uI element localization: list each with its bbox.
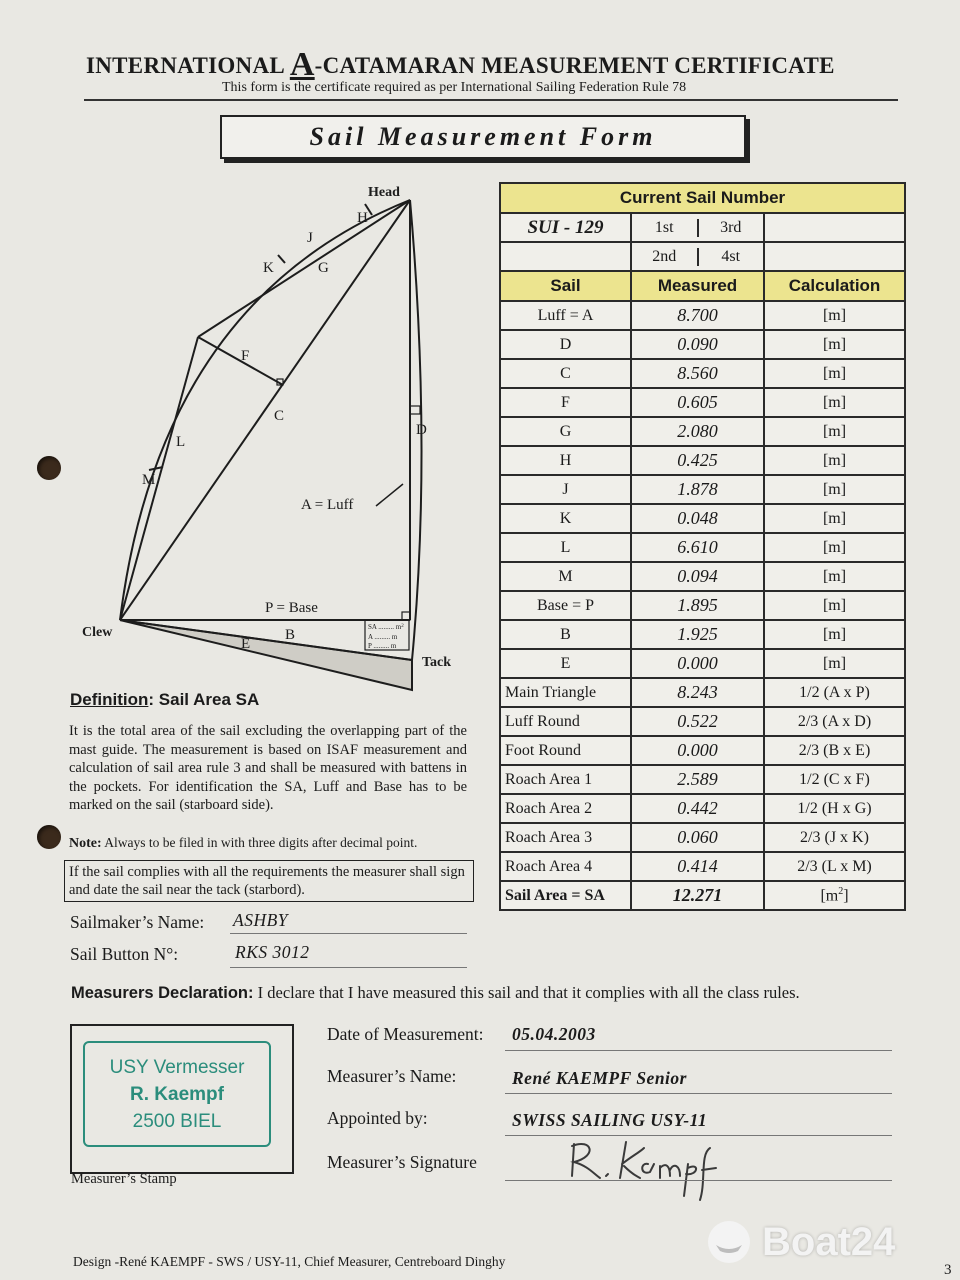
appointed-label: Appointed by: [327,1108,428,1128]
patch-line-sa: SA ......... $m^2$ [368,623,404,631]
row-calculation: [m] [764,620,905,649]
row-measured-value: 2.589 [631,765,764,794]
row-calculation: 2/3 (J x K) [764,823,905,852]
row-sail-label: Roach Area 1 [500,765,631,794]
label-c: C [274,408,285,424]
row-measured-value: 0.000 [631,736,764,765]
row-calculation: [m] [764,446,905,475]
certificate-title: INTERNATIONAL A-CATAMARAN MEASUREMENT CERTIFICATE [86,46,835,83]
row-calculation: [m] [764,330,905,359]
row-measured-value: 0.425 [631,446,764,475]
boat24-logo-icon [706,1219,752,1265]
label-head: Head [368,185,400,200]
row-measured-value: 1.925 [631,620,764,649]
patch-line-p: P ......... m [368,642,397,650]
sign-instruction-box: If the sail complies with all the requirements the measurer shall sign and date the sail near the tack (starbord). [64,860,474,902]
table-row [500,330,905,359]
table-row [500,823,905,852]
table-row [500,504,905,533]
page-number: 3 [944,1262,952,1278]
measurers-declaration: Measurers Declaration: I declare that I have measured this sail and that it complies with all the class rules. [71,983,800,1002]
ord-4st: 4st [697,248,764,266]
row-calculation: 1/2 (H x G) [764,794,905,823]
sail-diagram [78,180,478,700]
col-header-sail: Sail [500,271,631,301]
note: Note: Always to be filed in with three digits after decimal point. [69,835,418,851]
row-calculation: [m] [764,417,905,446]
row-measured-value: 1.895 [631,591,764,620]
table-row [500,475,905,504]
ord-1st: 1st [654,218,674,236]
total-sail-area-label: Sail Area = SA [500,881,631,910]
form-title-box [220,115,746,159]
label-g: G [318,260,329,276]
row-sail-label: C [500,359,631,388]
row-sail-label: J [500,475,631,504]
row-sail-label: K [500,504,631,533]
row-measured-value: 0.060 [631,823,764,852]
sail-button-value: RKS 3012 [235,942,310,962]
label-j: J [307,230,313,246]
row-sail-label: Roach Area 4 [500,852,631,881]
current-sail-number-header: Current Sail Number [500,183,905,213]
col-header-calculation: Calculation [764,271,905,301]
label-f: F [241,348,250,364]
row-sail-label: D [500,330,631,359]
row-sail-label: E [500,649,631,678]
sailmaker-name-label: Sailmaker’s Name: [70,912,205,932]
measurer-name-label: Measurer’s Name: [327,1066,457,1086]
patch-line-a: A ......... m [368,633,398,641]
table-row [500,301,905,330]
row-sail-label: Roach Area 2 [500,794,631,823]
row-calculation: [m] [764,649,905,678]
label-base: P = Base [265,600,318,616]
row-calculation: [m] [764,591,905,620]
row-calculation: [m] [764,504,905,533]
boat24-watermark: Boat24 [706,1219,895,1265]
row-sail-label: Roach Area 3 [500,823,631,852]
row-calculation: [m] [764,359,905,388]
label-m: M [142,472,156,488]
label-k: K [263,260,274,276]
measurement-table [499,182,906,911]
row-sail-label: Foot Round [500,736,631,765]
row-measured-value: 0.414 [631,852,764,881]
class-logo-letter: A [289,46,315,83]
ord-2nd: 2nd [652,247,677,265]
line-j [278,255,285,263]
row-calculation: 1/2 (A x P) [764,678,905,707]
definition-text: It is the total area of the sail excluding the overlapping part of the mast guide. The measurement is based on ISAF measurement and calculation of sail area rule 3 and shall be measured with battens in the pockets. For identification the SA, Luff and Base has to be marked on the sail (starboard side). [69,723,467,813]
line-g [198,200,410,337]
row-sail-label: L [500,533,631,562]
label-clew: Clew [82,625,113,640]
row-sail-label: Main Triangle [500,678,631,707]
punch-hole-lower [37,825,61,849]
date-label: Date of Measurement: [327,1024,484,1044]
stamp-caption: Measurer’s Stamp [71,1171,177,1187]
row-sail-label: F [500,388,631,417]
row-measured-value: 0.090 [631,330,764,359]
table-row [500,649,905,678]
row-sail-label: Luff = A [500,301,631,330]
sailmaker-name-value: ASHBY [233,910,288,930]
row-measured-value: 0.048 [631,504,764,533]
row-sail-label: Base = P [500,591,631,620]
row-measured-value: 0.442 [631,794,764,823]
row-measured-value: 0.605 [631,388,764,417]
table-row [500,533,905,562]
form-title: Sail Measurement Form [309,122,657,151]
line-l [120,337,198,620]
row-calculation: 2/3 (L x M) [764,852,905,881]
total-sail-area-value: 12.271 [631,881,764,910]
row-measured-value: 0.094 [631,562,764,591]
row-measured-value: 0.522 [631,707,764,736]
row-measured-value: 8.560 [631,359,764,388]
table-row [500,591,905,620]
row-sail-label: Luff Round [500,707,631,736]
row-measured-value: 0.000 [631,649,764,678]
label-e: E [241,636,251,652]
row-calculation: [m] [764,533,905,562]
total-sail-area-unit: $[m^2]$ [764,881,905,910]
header-divider [84,99,898,101]
row-measured-value: 8.700 [631,301,764,330]
label-h: H [357,210,368,226]
label-b: B [285,627,296,643]
row-measured-value: 8.243 [631,678,764,707]
sail-button-line [230,967,467,968]
table-row [500,562,905,591]
table-row [500,765,905,794]
table-row [500,707,905,736]
sail-number: SUI - 129 [500,213,631,242]
measurer-stamp: USY Vermesser R. Kaempf 2500 BIEL [83,1041,271,1147]
row-calculation: [m] [764,301,905,330]
label-l: L [176,434,186,450]
table-row [500,620,905,649]
measurer-signature [560,1134,730,1204]
table-row [500,417,905,446]
label-tack: Tack [422,655,452,670]
ord-3rd: 3rd [697,219,764,237]
table-row [500,736,905,765]
row-sail-label: G [500,417,631,446]
table-row [500,359,905,388]
signature-label: Measurer’s Signature [327,1152,477,1172]
row-sail-label: M [500,562,631,591]
row-calculation: [m] [764,388,905,417]
row-calculation: [m] [764,562,905,591]
row-sail-label: B [500,620,631,649]
sailmaker-name-line [230,933,467,934]
table-row [500,794,905,823]
sail-button-label: Sail Button N°: [70,944,179,964]
row-calculation: 1/2 (C x F) [764,765,905,794]
row-calculation: 2/3 (A x D) [764,707,905,736]
row-measured-value: 6.610 [631,533,764,562]
table-row [500,446,905,475]
row-sail-label: H [500,446,631,475]
date-value: 05.04.2003 [512,1024,596,1044]
table-row [500,678,905,707]
row-measured-value: 2.080 [631,417,764,446]
row-calculation: [m] [764,475,905,504]
row-measured-value: 1.878 [631,475,764,504]
table-row [500,388,905,417]
label-luff: A = Luff [301,497,354,513]
col-header-measured: Measured [631,271,764,301]
certificate-subtitle: This form is the certificate required as per International Sailing Federation Rule 78 [222,80,687,95]
table-row [500,852,905,881]
design-credit: Design -René KAEMPF - SWS / USY-11, Chief Measurer, Centreboard Dinghy [73,1254,506,1269]
label-d: D [416,422,427,438]
row-calculation: 2/3 (B x E) [764,736,905,765]
measurer-name-value: René KAEMPF Senior [512,1068,687,1088]
punch-hole-upper [37,456,61,480]
appointed-value: SWISS SAILING USY-11 [512,1110,708,1130]
definition-heading: Definition: Sail Area SA [70,690,260,709]
